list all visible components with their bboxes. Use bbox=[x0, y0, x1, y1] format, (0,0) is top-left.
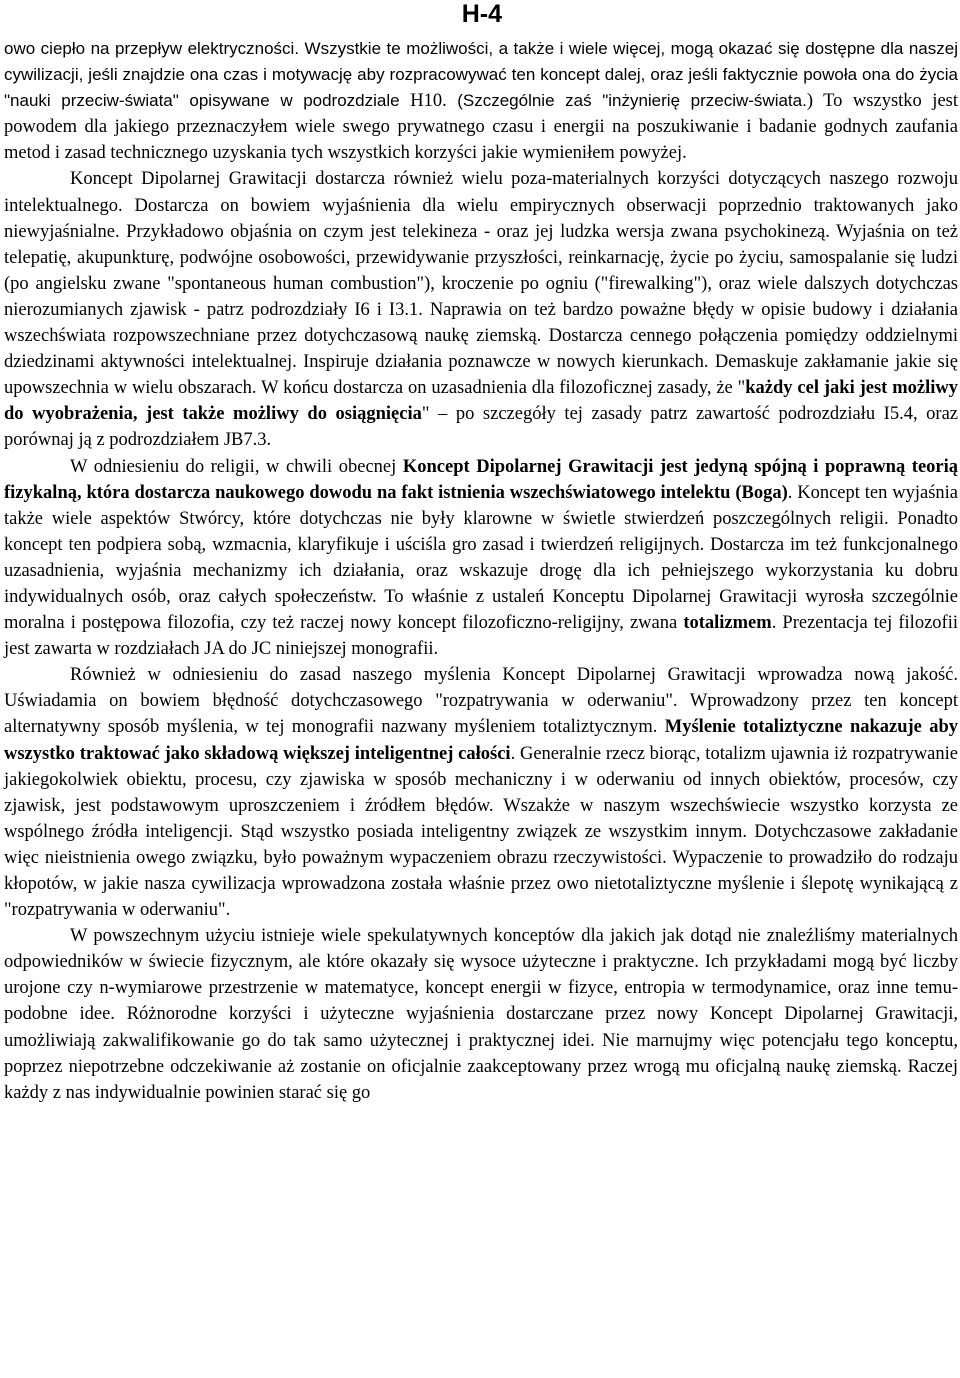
paragraph-3-part-5: . Prezentacja tej filozofii jest zawarta w rozdziałach JA do JC niniejszej monografii. bbox=[4, 613, 958, 660]
paragraph-1-part-4: ) To wszystko jest powodem dla jakiego przeznaczyłem wiele swego prywatnego czasu i energii na poszukiwanie i badanie godnych zaufania metod i zasad technicznego uzyskania tych wszystkich korzyści jakie wymieniłem powyżej. bbox=[4, 91, 958, 164]
paragraph-2-part-3: " – po szczegóły tej zasady patrz zawartość podrozdziału I5.4, oraz porównaj ją z podrozdziałem JB7.3. bbox=[4, 404, 958, 451]
paragraph-4 bbox=[4, 662, 958, 923]
paragraph-1-part-1: owo ciepło na przepływ elektryczności. Wszystkie te możliwości, a także i wiele więcej, mogą okazać się dostępne dla naszej cywilizacji, jeśli znajdzie ona czas i motywację aby rozpracowywać ten koncept dalej, oraz jeśli faktycznie powoła ona do życia "nauki przeciw-świata" opisywane w podrozdziale bbox=[4, 39, 958, 111]
paragraph-2-part-1: Koncept Dipolarnej Grawitacji dostarcza również wielu poza-materialnych korzyści dotyczących naszego rozwoju intelektualnego. Dostarcza on bowiem wyjaśnienia dla wielu empirycznych obserwacji poprzednio traktowanych jako niewyjaśnialne. Przykładowo objaśnia on czym jest telekineza - oraz jej ludzka wersja zwana psychokinezą. Wyjaśnia on też telepatię, akupunkturę, podwójne osobowości, przewidywanie przyszłości, reinkarnację, życie po życiu, samospalanie się ludzi (po angielsku zwane "spontaneous human combustion"), kroczenie po ogniu ("firewalking"), oraz wiele dalszych dotychczas nierozumianych zjawisk - patrz podrozdziały I6 i I3.1. Naprawia on też bardzo poważne błędy w opisie budowy i działania wszechświata rozpowszechniane przez dotychczasową naukę ziemską. Dostarcza cennego połączenia pomiędzy oddzielnymi dziedzinami aktywności intelektualnej. Inspiruje działania poznawcze w nowych kierunkach. Demaskuje zakłamanie jakie się upowszechnia w wielu obszarach. W końcu dostarcza on uzasadnienia dla filozoficznej zasady, że " bbox=[4, 169, 958, 399]
paragraph-4-part-1: Również w odniesieniu do zasad naszego myślenia Koncept Dipolarnej Grawitacji wprowadza nową jakość. Uświadamia on bowiem błędność dotychczasowego "rozpatrywania w oderwaniu". Wprowadzony przez ten koncept alternatywny sposób myślenia, w tej monografii nazwany myśleniem totaliztycznym. bbox=[4, 665, 958, 738]
paragraph-3 bbox=[4, 454, 958, 663]
paragraph-1-part-3: (Szczególnie zaś "inżynierię przeciw-świata. bbox=[457, 91, 807, 111]
paragraph-2 bbox=[4, 166, 958, 453]
paragraph-3-part-3: . Koncept ten wyjaśnia także wiele aspektów Stwórcy, które dotychczas nie były klarowne w świetle stwierdzeń poszczególnych religii. Ponadto koncept ten podpiera sobą, wzmacnia, klaryfikuje i uściśla gro zasad i twierdzeń religijnych. Dostarcza im też funkcjonalnego uzasadnienia, wyjaśnia mechanizmy ich działania, oraz wskazuje drogę dla ich pełniejszego wykorzystania ku dobru indywidualnych osób, oraz całych społeczeństw. To właśnie z ustaleń Konceptu Dipolarnej Grawitacji wyrosła szczególnie moralna i postępowa filozofia, czy też raczej nowy koncept filozoficzno-religijny, zwana bbox=[4, 482, 958, 634]
paragraph-1-part-2: H10. bbox=[410, 91, 458, 112]
paragraph-4-bold-statement: Myślenie totaliztyczne nakazuje aby wszystko traktować jako składową większej inteligentnej całości bbox=[4, 717, 958, 764]
paragraph-1 bbox=[4, 36, 958, 166]
body-text bbox=[4, 36, 958, 1106]
page-label: H-4 bbox=[461, 0, 502, 28]
paragraph-4-part-3: . Generalnie rzecz biorąc, totalizm ujawnia iż rozpatrywanie jakiegokolwiek obiektu, procesu, czy zjawiska w sposób mechaniczny i w oderwaniu od innych obiektów, procesów, czy zjawisk, jest podstawowym uproszczeniem i źródłem błędów. Wszakże w naszym wszechświecie wszystko korzysta ze wspólnego źródła inteligencji. Stąd wszystko posiada inteligentny związek ze wszystkim innym. Dotychczasowe zakładanie więc nieistnienia owego związku, było poważnym wypaczeniem obrazu rzeczywistości. Wypaczenie to prowadziło do rodzaju kłopotów, w jakie nasza cywilizacja wprowadzona została właśnie przez owo nietotaliztyczne myślenie i ślepotę wynikającą z "rozpatrywania w oderwaniu". bbox=[4, 743, 958, 921]
paragraph-3-bold-statement: Koncept Dipolarnej Grawitacji jest jedyną spójną i poprawną teorią fizykalną, która dostarcza naukowego dowodu na fakt istnienia wszechświatowego intelektu (Boga) bbox=[4, 456, 959, 503]
paragraph-5-part-1: W powszechnym użyciu istnieje wiele spekulatywnych konceptów dla jakich jak dotąd nie znaleźliśmy materialnych odpowiedników w świecie fizycznym, ale które okazały się wysoce użyteczne i praktyczne. Ich przykładami mogą być liczby urojone czy n-wymiarowe przestrzenie w matematyce, koncept energii w fizyce, entropia w termodynamice, oraz inne temu-podobne idee. Różnorodne korzyści i użyteczne wyjaśnienia dostarczane przez nowy Koncept Dipolarnej Grawitacji, umożliwiają zakwalifikowanie go do tak samo użytecznej i praktycznej idei. Nie marnujmy więc potencjału tego konceptu, poprzez niepotrzebne odczekiwanie aż zostanie on oficjalnie zaakceptowany przez wrogą mu oficjalną naukę ziemską. Raczej każdy z nas indywidualnie powinien starać się go bbox=[4, 926, 958, 1103]
paragraph-3-part-1: W odniesieniu do religii, w chwili obecnej bbox=[70, 456, 403, 477]
paragraph-3-bold-term: totalizmem bbox=[683, 613, 772, 634]
paragraph-2-bold-quote: każdy cel jaki jest możliwy do wyobrażenia, jest także możliwy do osiągnięcia bbox=[4, 378, 958, 425]
paragraph-5 bbox=[4, 923, 958, 1106]
